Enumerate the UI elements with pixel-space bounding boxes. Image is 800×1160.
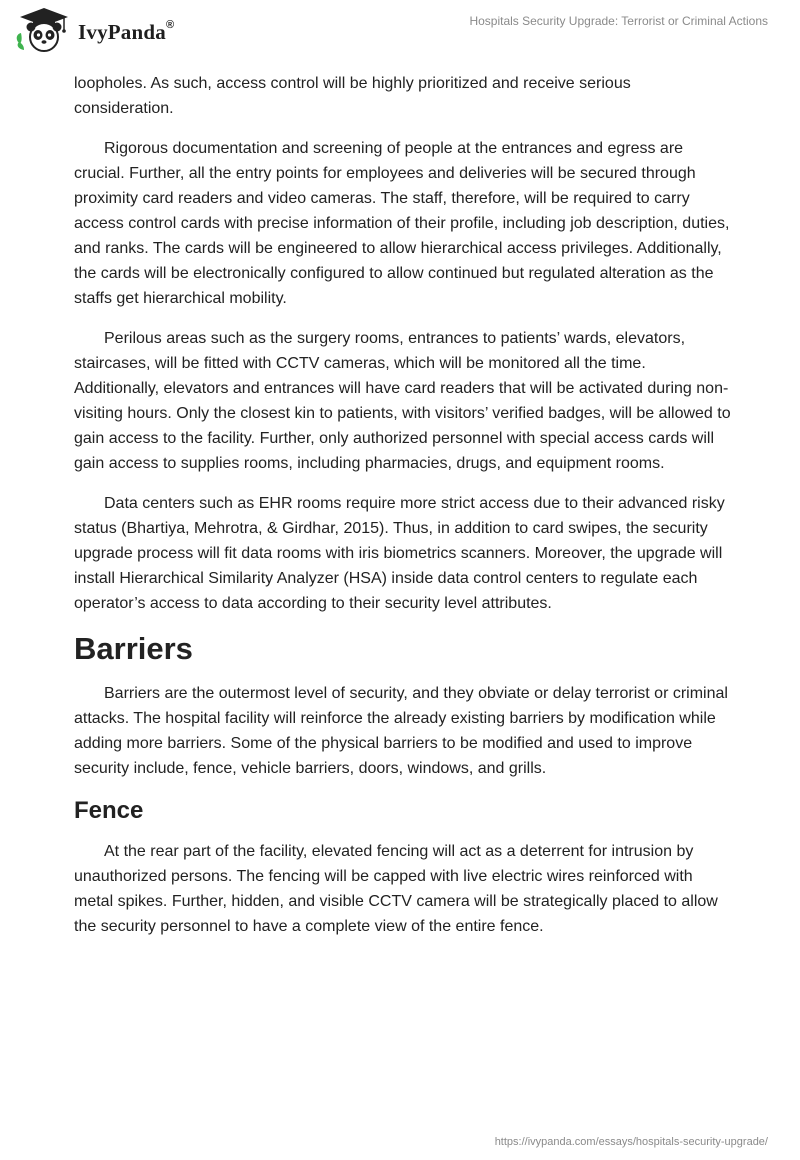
paragraph-perilous-areas: Perilous areas such as the surgery rooms, entrances to patients’ wards, elevators, staircases, will be fitted with CCTV cameras, which will be monitored all the time. Additionally, elevators and entrances will have card readers that will be activated during non-visiting hours. Only the closest kin to patients, with visitors’ verified badges, will be allowed to gain access to the facility. Further, only authorized personnel with special access cards will gain access to supplies rooms, including pharmacies, drugs, and equipment rooms. — [74, 330, 731, 472]
heading-fence: Fence — [74, 797, 144, 824]
document-title: Hospitals Security Upgrade: Terrorist or Criminal Actions — [469, 14, 768, 28]
essay-content — [74, 71, 734, 954]
brand-name[interactable] — [78, 20, 174, 45]
page-header — [0, 0, 800, 60]
brand-text: IvyPanda — [78, 20, 166, 44]
registered-mark: ® — [165, 19, 175, 31]
panda-graduate-logo-icon[interactable] — [14, 6, 74, 54]
heading-barriers: Barriers — [74, 631, 193, 666]
paragraph-data-centers: Data centers such as EHR rooms require more strict access due to their advanced risky status (Bhartiya, Mehrotra, & Girdhar, 2015). Thus, in addition to card swipes, the security upgrade process will fit data rooms with iris biometrics scanners. Moreover, the upgrade will install Hierarchical Similarity Analyzer (HSA) inside data control centers to regulate each operator’s access to data according to their security level attributes. — [74, 495, 725, 612]
paragraph-barriers: Barriers are the outermost level of security, and they obviate or delay terrorist or criminal attacks. The hospital facility will reinforce the already existing barriers by modification while adding more barriers. Some of the physical barriers to be modified and used to improve security include, fence, vehicle barriers, doors, windows, and grills. — [74, 685, 728, 777]
paragraph-screening: Rigorous documentation and screening of people at the entrances and egress are crucial. Further, all the entry points for employees and deliveries will be secured through proximity card readers and video cameras. The staff, therefore, will be required to carry access control cards with precise information of their profile, including job description, duties, and ranks. The cards will be engineered to allow hierarchical access privileges. Additionally, the cards will be electronically configured to allow continued but regulated alteration as the staffs get hierarchical mobility. — [74, 140, 730, 307]
paragraph-access-control-intro: loopholes. As such, access control will be highly prioritized and receive serious consideration. — [74, 75, 631, 117]
paragraph-fence: At the rear part of the facility, elevated fencing will act as a deterrent for intrusion by unauthorized persons. The fencing will be capped with live electric wires reinforced with metal spikes. Further, hidden, and visible CCTV camera will be strategically placed to allow the security personnel to have a complete view of the entire fence. — [74, 843, 718, 935]
source-url-link[interactable]: https://ivypanda.com/essays/hospitals-security-upgrade/ — [494, 1136, 768, 1148]
